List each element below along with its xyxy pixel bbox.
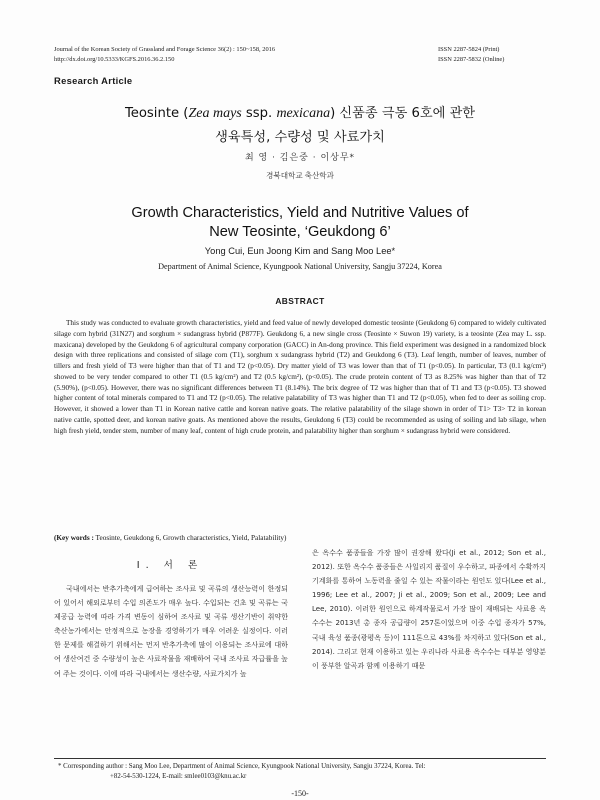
footnote-divider	[54, 758, 546, 759]
doi-link[interactable]: http://dx.doi.org/10.5333/KGFS.2016.36.2.150	[54, 56, 175, 63]
korean-title-post: ) 신품종 극동 6호에 관한	[330, 106, 476, 121]
article-type: Research Article	[54, 75, 133, 86]
korean-title-mid: ssp.	[241, 106, 277, 121]
abstract-heading: ABSTRACT	[275, 296, 325, 306]
korean-title-line1	[0, 102, 600, 122]
keywords	[54, 533, 546, 544]
abstract-body: This study was conducted to evaluate growth characteristics, yield and feed value of newly developed domestic teosinte (Geukdong 6) compared to widely cultivated silage corn hybrid (31N27) and sorghum × sudangrass hybrid (P877F). Geukdong 6, a new single cross (Teosinte × Suwon 19) variety, is a teosinte (Zea may L. ssp. maxicana) developed by the Geukdong 6 of agricultural company corporation (GACC) in An-dong province. This field experiment was designed in a randomized block design with three replications and consisted of silage corn (T1), sorghum x sudangrass hybrid (T2) and Geukdong 6 (T3). Leaf length, number of leaves, number of tillers and fresh yield of T3 were higher than that of T1 and T2 (p<0.05). Dry matter yield of T3 was lower than that of T1 (p<0.05). In particular, T3 (0.1 kg/cm²) showed to be very tender compared to other T1 (0.5 kg/cm²) and T2 (0.5 kg/cm²), (p<0.05). The crude protein content of T3 as 8.25% was higher than that of T2 (5.90%), (p<0.05). However, there was no significant differences between T1 (8.14%). The brix degree of T2 was higher than that of T1 and T3 (p<0.05). T3 showed higher content of total minerals compared to T1 and T2 (p<0.05). The relative palatability of T3 was higher than T1 and T2 (p<0.05), when fed to deer as soiling crop. However, it showed a lower than T1 in Korean native cattle and korean native goats. The relative palatability of the silage shown in order of T1> T3> T2 in korean native cattle, spotted deer, and korean native goats. As mentioned above the results, Geukdong 6 (T3) could be recommended as using of soiling and lab silage, when high fresh yield, tender stem, number of many leaf, content of high crude protein, and palatability higher than sorghum × sudangrass hybrid were considered.	[54, 319, 546, 435]
corresponding-author-footnote	[58, 762, 542, 782]
section-heading-introduction: Ⅰ. 서 론	[136, 560, 204, 571]
english-affiliation: Department of Animal Science, Kyungpook National University, Sangju 37224, Korea	[158, 262, 442, 271]
footnote-line2: +82-54-530-1224, E-mail: smlee0103@knu.ac.kr	[110, 773, 247, 780]
journal-citation: Journal of the Korean Society of Grassland and Forage Science 36(2) : 150~158, 2016	[54, 46, 276, 53]
footnote-line1: * Corresponding author : Sang Moo Lee, Department of Animal Science, Kyungpook National University, Sangju 37224, Korea. Tel:	[58, 763, 426, 770]
english-title-line2: New Teosinte, ‘Geukdong 6’	[209, 224, 391, 240]
species-name: Zea mays	[188, 106, 242, 121]
issn-online: ISSN 2287-5832 (Online)	[438, 56, 505, 63]
subspecies-name: mexicana	[276, 106, 331, 121]
korean-title-line2: 생육특성, 수량성 및 사료가치	[215, 130, 385, 145]
keywords-list: Teosinte, Geukdong 6, Growth characteristics, Yield, Palatability)	[93, 534, 287, 542]
journal-header	[54, 45, 275, 65]
korean-title-pre: Teosinte (	[124, 106, 189, 121]
issn-print: ISSN 2287-5824 (Print)	[438, 46, 500, 53]
intro-left-column: 국내에서는 반추가축에게 급여하는 조사료 및 곡류의 생산능력이 한정되어 있어서 해외로부터 수입 의존도가 매우 높다. 수입되는 건초 및 곡류는 국제공급 능력에 따라 가격 변동이 심하여 조사료 및 곡류 생산기반이 취약한 축산농가에서는 안정적으로 농장을 경영하기가 매우 어려운 실정이다. 이러한 문제를 해결하기 위해서는 먼저 반추가축에 많이 이용되는 조사료에 대하여 생산여건 중 수량성이 높은 사료작물을 재배하여 국내 조사료 자급률을 높여 주는 것이다. 이에 따라 국내에서는 생산수량, 사료가치가 높	[54, 584, 288, 678]
keywords-label: (Key words :	[54, 534, 94, 542]
english-title-line1: Growth Characteristics, Yield and Nutritive Values of	[131, 205, 469, 221]
intro-right-column: 은 옥수수 품종들을 가장 많이 권장해 왔다(Ji et al., 2012; Son et al., 2012). 또한 옥수수 품종들은 사일리지 품질이 우수하고, 파종에서 수확까지 기계화를 통하여 노동력을 줄일 수 있는 작물이라는 원인도 있다(Lee et al., 1996; Lee et al., 2007; Ji et al., 2009; Son et al., 2009; Lee and Lee, 2010). 이러한 원인으로 하계작물로서 가장 많이 재배되는 사료용 옥수수는 2013년 총 종자 공급량이 257톤이었으며 이중 수입 종자가 57%, 국내 육성 품종(광평옥 등)이 111톤으로 43%를 차지하고 있다(Son et al., 2014). 그리고 현재 이용하고 있는 우리나라 사료용 옥수수는 대부분 영양분이 풍부한 알곡과 함께 이용하기 때문	[312, 548, 546, 670]
korean-affiliation: 경북대학교 축산학과	[266, 171, 334, 180]
korean-authors: 최 영 · 김은중 · 이상무*	[244, 153, 356, 163]
page-number: -150-	[291, 789, 309, 798]
issn-block	[438, 45, 504, 65]
english-authors: Yong Cui, Eun Joong Kim and Sang Moo Lee*	[204, 246, 396, 256]
